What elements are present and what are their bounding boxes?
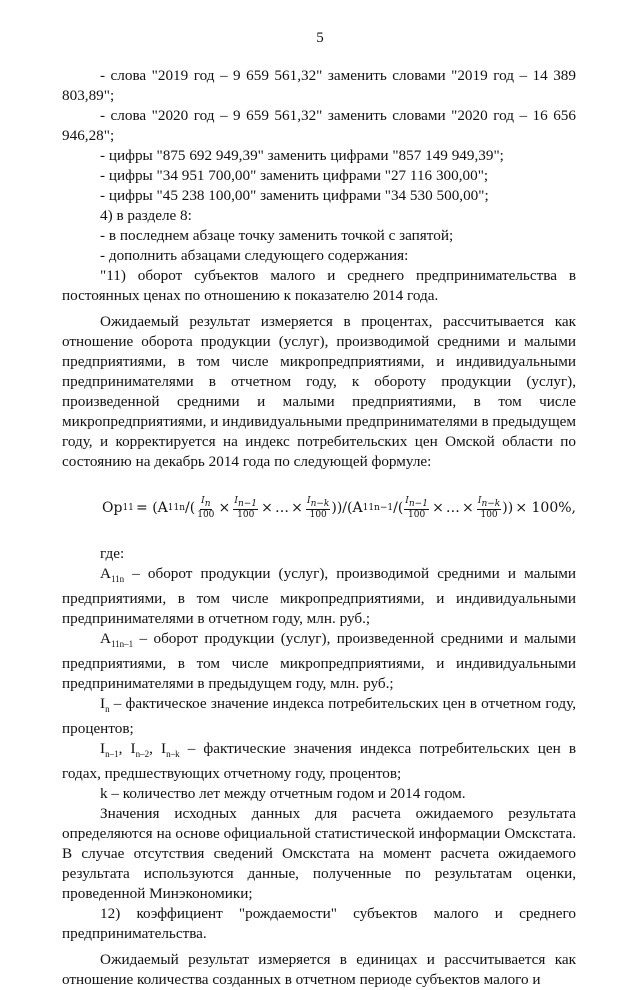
symbol: I (161, 740, 167, 758)
paragraph: Значения исходных данных для расчета ожидаемого результата определяются на основе официальной статистической информации Омскстата. В случае отсутствия сведений Омскстата на момент расчета ожидаемого результата используются данные, полученные по результатам оценки, проведенной Минэкономики; (62, 805, 576, 903)
paragraph: - цифры "875 692 949,39" заменить цифрами "857 149 949,39"; (100, 147, 504, 164)
formula-a1-sub: 11n (167, 503, 186, 513)
definition-in (62, 694, 576, 739)
definition-a11n (62, 564, 576, 629)
separator: , (118, 740, 123, 758)
fraction-in-1 (233, 496, 258, 520)
paragraph: 4) в разделе 8: (100, 207, 192, 224)
ellipsis: … (445, 500, 460, 516)
formula-sep: /( (393, 500, 404, 516)
paragraph: "11) оборот субъектов малого и среднего предпринимательства в постоянных ценах по отношению к показателю 2014 года. (62, 267, 576, 304)
page-number: 5 (316, 30, 324, 46)
times-sign: × (291, 500, 303, 516)
symbol-sub: n–k (166, 749, 180, 760)
formula-lhs-sub: 11 (122, 503, 134, 513)
formula-close: ))/(A (331, 500, 363, 516)
frac-num-sub: n−k (481, 498, 501, 509)
paragraph: 12) коэффициент "рождаемости" субъектов малого и среднего предпринимательства. (62, 905, 576, 943)
separator: , (149, 740, 153, 758)
symbol-sub: n–1 (105, 749, 119, 760)
where-label: где: (100, 545, 125, 562)
frac-num-sub: n (204, 498, 211, 509)
definition-text: – оборот продукции (услуг), произведенной средними и малыми предприятиями, в том числе микропредприятиями, и индивидуальными предпринимателями в предыдущем году, млн. руб.; (62, 630, 576, 693)
fraction-in-1 (404, 496, 429, 520)
definition-k: k – количество лет между отчетным годом и 2014 годом. (100, 785, 466, 803)
definition-a11n1 (62, 629, 576, 694)
fraction-in-k (477, 496, 501, 520)
frac-num: I (477, 496, 482, 507)
paragraph: - слова "2020 год – 9 659 561,32" заменить словами "2020 год – 16 656 946,28"; (62, 107, 576, 144)
symbol: I (100, 740, 106, 758)
definition-ik (62, 739, 576, 784)
frac-num: I (201, 496, 205, 507)
formula (102, 486, 576, 530)
frac-num: I (307, 496, 311, 507)
formula-a2-sub: 11n−1 (362, 503, 394, 513)
frac-den: 100 (309, 509, 327, 520)
formula-tail: × 100%, (515, 500, 576, 516)
symbol: А (100, 630, 111, 648)
fraction-in-k (306, 496, 330, 520)
paragraph: Ожидаемый результат измеряется в процентах, рассчитывается как отношение оборота продукции (услуг), производимой средними и малыми предприятиями, в том числе микропредприятиями, и индивидуальными предпринимателями в отчетном году, к обороту продукции (услуг), произведенной средними и малыми предприятиями, в том числе микропредприятиями, и индивидуальными предпринимателями в предыдущем году, и корректируется на индекс потребительских цен Омской области по состоянию на декабрь 2014 года по следующей формуле: (62, 313, 576, 470)
symbol-sub: 11n–1 (110, 639, 134, 650)
times-sign: × (462, 500, 474, 516)
definition-text: – фактическое значение индекса потребительских цен в отчетном году, процентов; (62, 695, 576, 738)
paragraph: - слова "2019 год – 9 659 561,32" заменить словами "2019 год – 14 389 803,89"; (62, 67, 576, 104)
paragraph: - дополнить абзацами следующего содержания: (100, 247, 409, 264)
paragraph: - цифры "34 951 700,00" заменить цифрами "27 116 300,00"; (100, 167, 489, 184)
symbol-sub: 11n (110, 574, 125, 585)
formula-close: )) (502, 500, 514, 516)
times-sign: × (261, 500, 273, 516)
symbol: I (130, 740, 136, 758)
ellipsis: … (275, 500, 290, 516)
frac-num-sub: n−1 (408, 498, 428, 509)
paragraph: - в последнем абзаце точку заменить точкой с запятой; (100, 227, 454, 244)
symbol: I (100, 695, 106, 713)
formula-eq: = (A (136, 500, 168, 516)
paragraph: - цифры "45 238 100,00" заменить цифрами "34 530 500,00"; (100, 187, 489, 204)
frac-den: 100 (480, 509, 498, 520)
formula-lhs: Op (102, 500, 123, 516)
frac-num-sub: n−k (310, 498, 330, 509)
frac-den: 100 (197, 509, 215, 520)
paragraph: Ожидаемый результат измеряется в единицах и рассчитывается как отношение количества созданных в отчетном периоде субъектов малого и (62, 951, 576, 989)
frac-den: 100 (237, 509, 255, 520)
formula-sep: /( (185, 500, 196, 516)
fraction-in (196, 496, 215, 520)
symbol-sub: n–2 (135, 749, 150, 760)
frac-num: I (405, 496, 409, 507)
document-body (62, 66, 576, 990)
symbol: А (100, 565, 111, 582)
times-sign: × (432, 500, 444, 516)
definition-text: – фактические значения индекса потребительских цен в годах, предшествующих отчетному году, процентов; (62, 740, 577, 783)
frac-num: I (234, 496, 238, 507)
frac-num-sub: n−1 (237, 498, 258, 509)
frac-den: 100 (408, 509, 426, 520)
definition-text: – оборот продукции (услуг), производимой средними и малыми предприятиями, в том числе микропредприятиями, и индивидуальными предпринимателями в отчетном году, млн. руб.; (62, 565, 576, 628)
symbol-sub: n (105, 704, 110, 715)
times-sign: × (218, 500, 231, 516)
